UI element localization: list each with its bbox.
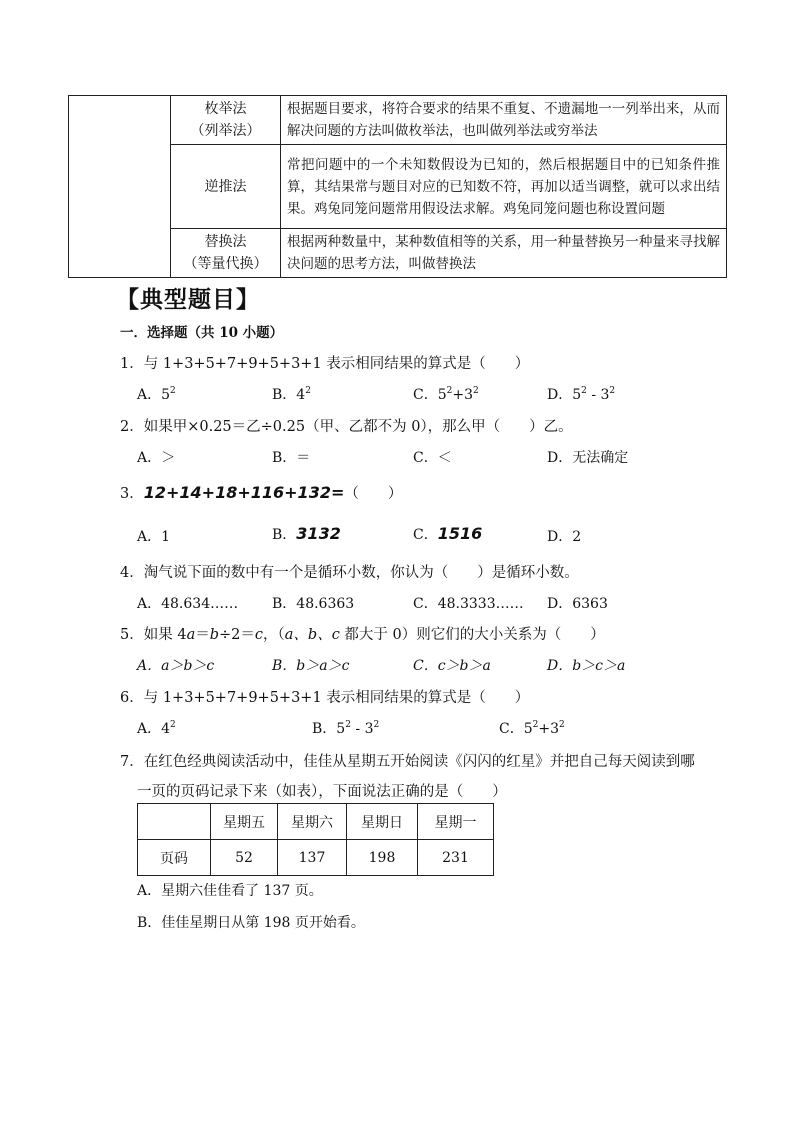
table-row — [138, 840, 494, 876]
option-text: +3 — [538, 721, 559, 737]
q3-option-d: D．2 — [547, 529, 582, 545]
q4-option-d: D．6363 — [547, 596, 608, 612]
option-text: B．4 — [272, 387, 306, 403]
exponent: 2 — [559, 720, 565, 730]
q2-option-a: A．＞ — [137, 450, 176, 466]
method-name: 替换法 — [204, 234, 247, 250]
exponent: 2 — [345, 720, 351, 730]
q3-option-c — [413, 524, 482, 544]
option-text: A．4 — [137, 721, 171, 737]
method-alt-name: （列举法） — [190, 123, 261, 139]
exponent: 2 — [170, 386, 176, 396]
option-value: 1516 — [437, 524, 483, 543]
method-name: 逆推法 — [204, 178, 247, 195]
q5-option-a: A．a＞b＞c — [137, 658, 215, 674]
q4-option-a: A．48.634…… — [137, 596, 239, 612]
value-cell: 231 — [418, 840, 494, 876]
method-description: 根据两种数量中，某种数值相等的关系，用一种量替换另一种量来寻找解决问题的思考方法，叫做替换法 — [281, 229, 727, 278]
header-cell: 星期六 — [278, 804, 347, 840]
value-cell: 137 — [278, 840, 347, 876]
q1-option-a — [137, 384, 176, 404]
option-text: - 3 — [586, 387, 610, 403]
header-cell: 星期五 — [211, 804, 278, 840]
method-name-cell — [171, 145, 281, 229]
exponent: 2 — [373, 720, 380, 730]
question-2: 2．如果甲×0.25＝乙÷0.25（甲、乙都不为 0），那么甲（ ）乙。 — [120, 419, 573, 435]
reading-pages-table — [137, 803, 494, 876]
question-7-line-1: 7．在红色经典阅读活动中，佳佳从星期五开始阅读《闪闪的红星》并把自己每天阅读到哪 — [120, 754, 695, 770]
question-7-line-2: 一页的页码记录下来（如表），下面说法正确的是（ ） — [137, 784, 507, 800]
exponent: 2 — [305, 386, 311, 396]
option-label: B． — [272, 527, 297, 543]
q3-option-b — [272, 524, 341, 544]
exponent: 2 — [170, 720, 176, 730]
question-text: ，（ — [263, 627, 285, 643]
answer-blank: （ ） — [344, 486, 403, 502]
q4-option-b: B．48.6363 — [272, 596, 355, 612]
question-text: ÷2＝ — [219, 627, 255, 643]
variable: c — [254, 627, 264, 643]
exponent: 2 — [532, 720, 539, 730]
q4-option-c: C．48.3333…… — [413, 596, 524, 612]
question-text: 5．如果 4 — [120, 627, 187, 643]
option-text: - 3 — [350, 721, 374, 737]
variable-list: a、b、c — [284, 627, 340, 643]
q6-option-b — [312, 718, 379, 738]
method-description: 常把问题中的一个未知数假设为已知的，然后根据题目中的已知条件推算，其结果常与题目对应的已知数不符，再加以适当调整，就可以求出结果。鸡兔同笼问题常用假设法求解。鸡兔同笼问题也称设置问题 — [281, 145, 727, 229]
exponent: 2 — [581, 386, 587, 396]
q5-option-b: B．b＞a＞c — [272, 658, 350, 674]
q7-option-b: B．佳佳星期日从第 198 页开始看。 — [137, 915, 365, 931]
method-description: 根据题目要求，将符合要求的结果不重复、不遗漏地一一列举出来，从而解决问题的方法叫做枚举法，也叫做列举法或穷举法 — [281, 96, 727, 145]
variable: a — [186, 627, 196, 643]
method-alt-name: （等量代换） — [183, 256, 268, 272]
table-header-row — [138, 804, 494, 840]
question-1: 1．与 1+3+5+7+9+5+3+1 表示相同结果的算式是（ ） — [120, 356, 530, 372]
category-cell — [69, 96, 171, 278]
row-label-cell: 页码 — [138, 840, 211, 876]
q6-option-c — [499, 718, 565, 738]
variable: b — [209, 627, 220, 643]
q1-option-b — [272, 384, 311, 404]
q2-option-d: D．无法确定 — [547, 450, 629, 466]
question-text: ＝ — [195, 627, 210, 643]
option-text: A．5 — [137, 387, 171, 403]
q2-option-c: C．＜ — [413, 450, 452, 466]
question-number: 3． — [120, 486, 144, 502]
q1-option-c — [413, 384, 479, 404]
method-name-cell — [171, 96, 281, 145]
q5-option-c: C．c＞b＞a — [413, 658, 491, 674]
methods-table — [68, 95, 727, 278]
math-expression: 12+14+18+116+132= — [143, 483, 345, 502]
q6-option-a — [137, 718, 176, 738]
question-6: 6．与 1+3+5+7+9+5+3+1 表示相同结果的算式是（ ） — [120, 690, 530, 706]
option-text: +3 — [452, 387, 473, 403]
option-label: C． — [413, 527, 438, 543]
exponent: 2 — [473, 386, 479, 396]
method-name: 枚举法 — [204, 101, 247, 117]
exponent: 2 — [609, 386, 616, 396]
value-cell: 52 — [211, 840, 278, 876]
method-name-cell — [171, 229, 281, 278]
value-cell: 198 — [347, 840, 418, 876]
section-title: 【典型题目】 — [116, 286, 260, 313]
header-cell — [138, 804, 211, 840]
q7-option-a: A．星期六佳佳看了 137 页。 — [137, 883, 323, 899]
option-value: 3132 — [296, 524, 341, 543]
subsection-title: 一．选择题（共 10 小题） — [120, 325, 284, 341]
q1-option-d — [547, 384, 615, 404]
header-cell: 星期一 — [418, 804, 494, 840]
q2-option-b: B．＝ — [272, 450, 311, 466]
option-text: B．5 — [312, 721, 346, 737]
header-cell: 星期日 — [347, 804, 418, 840]
option-text: D．5 — [547, 387, 582, 403]
question-text: 都大于 0）则它们的大小关系为（ ） — [339, 627, 605, 643]
question-4: 4．淘气说下面的数中有一个是循环小数，你认为（ ）是循环小数。 — [120, 565, 579, 581]
q3-option-a: A．1 — [137, 529, 171, 545]
option-text: C．5 — [413, 387, 447, 403]
exponent: 2 — [446, 386, 453, 396]
table-row — [69, 96, 727, 145]
q5-option-d: D．b＞c＞a — [547, 658, 626, 674]
question-3 — [120, 482, 402, 503]
option-text: C．5 — [499, 721, 533, 737]
question-5 — [120, 623, 605, 644]
